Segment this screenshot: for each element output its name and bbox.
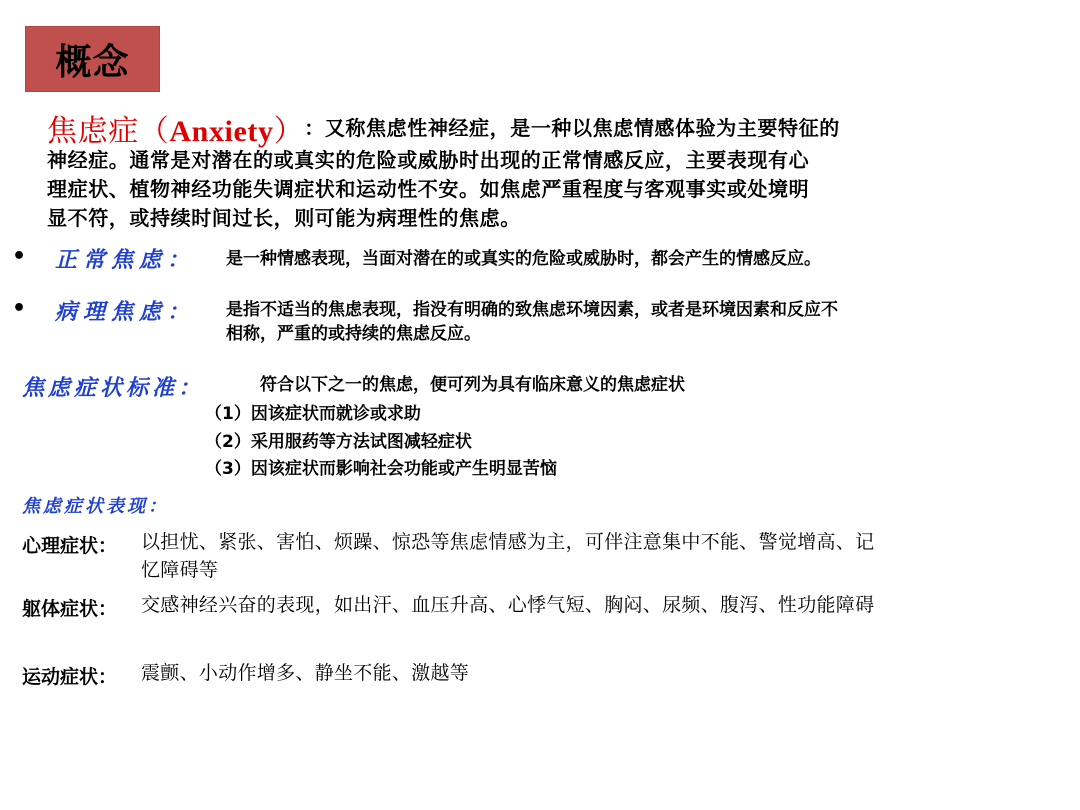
intro-line-3: 理症状、植物神经功能失调症状和运动性不安。如焦虑严重程度与客观事实或处境明 <box>47 177 810 201</box>
psychological-symptom-text-2: 忆障碍等 <box>141 559 219 581</box>
pathological-anxiety-text-1: 是指不适当的焦虑表现，指没有明确的致焦虑环境因素，或者是环境因素和反应不 <box>226 300 838 320</box>
standard-text: 符合以下之一的焦虑，便可列为具有临床意义的焦虑症状 <box>260 375 685 395</box>
psychological-symptom-text-1: 以担忧、紧张、害怕、烦躁、惊恐等焦虑情感为主，可伴注意集中不能、警觉增高、记 <box>141 531 875 553</box>
somatic-symptom-text: 交感神经兴奋的表现，如出汗、血压升高、心悸气短、胸闷、尿频、腹泻、性功能障碍 <box>141 594 875 616</box>
intro-line-1: ：又称焦虑性神经症，是一种以焦虑情感体验为主要特征的 <box>304 116 840 140</box>
intro-line-2: 神经症。通常是对潜在的或真实的危险或威胁时出现的正常情感反应，主要表现有心 <box>47 148 810 172</box>
somatic-symptom-label: 躯体症状： <box>22 598 118 620</box>
bullet-dot: • <box>12 244 27 269</box>
psychological-symptom-label: 心理症状： <box>22 535 118 557</box>
motor-symptom-text: 震颤、小动作增多、静坐不能、激越等 <box>141 662 470 684</box>
standard-label: 焦虑症状标准： <box>22 375 205 401</box>
standard-item-3: （3）因该症状而影响社会功能或产生明显苦恼 <box>205 459 557 479</box>
intro-line-4: 显不符，或持续时间过长，则可能为病理性的焦虑。 <box>47 206 521 230</box>
standard-item-1: （1）因该症状而就诊或求助 <box>205 404 421 424</box>
intro-paragraph <box>47 112 1057 233</box>
term-close: ） <box>273 114 305 149</box>
pathological-anxiety-label: 病理焦虑： <box>55 299 196 325</box>
term-en: Anxiety <box>169 115 274 148</box>
normal-anxiety-text: 是一种情感表现，当面对潜在的或真实的危险或威胁时，都会产生的情感反应。 <box>226 249 821 269</box>
page-title: 概念 <box>55 41 130 83</box>
bullet-dot: • <box>12 296 27 321</box>
normal-anxiety-label: 正常焦虑： <box>55 247 196 273</box>
standard-item-2: （2）采用服药等方法试图减轻症状 <box>205 432 472 452</box>
manifestation-label: 焦虑症状表现： <box>22 496 169 517</box>
term-cn: 焦虑症（ <box>47 114 170 149</box>
motor-symptom-label: 运动症状： <box>22 666 118 688</box>
pathological-anxiety-text-2: 相称，严重的或持续的焦虑反应。 <box>226 324 481 344</box>
page-title-box <box>25 26 160 92</box>
